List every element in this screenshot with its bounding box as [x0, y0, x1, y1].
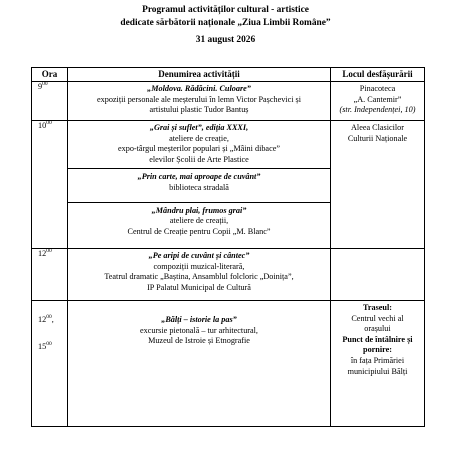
activity-block — [68, 202, 330, 241]
column-header-activity: Denumirea activității — [68, 68, 331, 82]
activity-line: biblioteca stradală — [169, 182, 229, 192]
location-line: Aleea Clasicilor — [351, 123, 404, 132]
document-subtitle: dedicate sărbătorii naționale „Ziua Limbii Române” — [120, 17, 331, 28]
activity-block — [68, 168, 330, 201]
location-cell — [331, 249, 425, 301]
activity-line: Centrul de Creație pentru Copii „M. Blanc” — [127, 226, 271, 236]
activity-title: „Moldova. Rădăcini. Culoare” — [147, 84, 251, 93]
activity-line: Muzeul de Istroie și Etnografie — [148, 336, 250, 346]
activity-line: expo-târgul meșterilor populari și „Mâini dibace” — [118, 144, 280, 154]
table-header-row — [32, 68, 425, 82]
activity-cell — [68, 121, 331, 249]
meeting-point-label: Punct de întâlnire și pornire: — [342, 334, 413, 355]
activity-line: ateliere de creații, — [169, 216, 229, 226]
location-cell — [331, 121, 425, 249]
activity-block — [70, 123, 328, 168]
time-cell: $12^{00}$ — [32, 249, 68, 301]
activity-title: „Prin carte, mai aproape de cuvânt” — [137, 172, 261, 182]
table-row — [32, 301, 425, 427]
activity-line: ateliere de creație, — [169, 133, 229, 143]
program-table — [31, 67, 425, 427]
activity-title: „Pe aripi de cuvânt și cântec” — [148, 251, 250, 260]
activity-title: „Mândru plai, frumos grai” — [151, 205, 247, 215]
table-row — [32, 249, 425, 301]
activity-cell — [68, 82, 331, 121]
activity-title: „Grai și suflet”, ediția XXXI, — [149, 123, 249, 132]
time-cell: $10^{00}$ — [32, 121, 68, 249]
document-header — [0, 4, 451, 47]
location-line: „A. Cantemir” — [353, 94, 402, 104]
activity-cell — [68, 301, 331, 427]
location-line: municipiului Bălți — [347, 366, 408, 376]
route-label: Traseul: — [363, 303, 392, 312]
location-cell — [331, 82, 425, 121]
activity-cell — [68, 249, 331, 301]
activity-line: IP Palatul Municipal de Cultură — [147, 282, 251, 292]
location-line: Pinacoteca — [359, 84, 396, 93]
location-cell — [331, 301, 425, 427]
activity-title: „Bălți – istorie la pas” — [161, 315, 237, 324]
activity-line: elevilor Școlii de Arte Plastice — [149, 154, 249, 164]
column-header-location: Locul desfășurării — [331, 68, 425, 82]
location-line: în fața Primăriei — [350, 355, 405, 365]
document-title: Programul activităților cultural - artistice — [142, 5, 309, 15]
event-date: 31 august 2026 — [195, 35, 256, 45]
activity-line: artistului plastic Tudor Bantuș — [149, 105, 249, 115]
table-row — [32, 82, 425, 121]
activity-line: Teatrul dramatic „Baștina, Ansamblul folcloric „Doinița”, — [104, 272, 294, 282]
activity-line: excursie pietonală – tur arhitectural, — [140, 325, 258, 335]
time-cell: $9^{00}$ — [32, 82, 68, 121]
location-line: orașului — [364, 324, 391, 334]
table-row — [32, 121, 425, 249]
location-line: Culturii Naționale — [347, 133, 408, 143]
activity-line: compoziții muzical-literară, — [153, 261, 245, 271]
column-header-time: Ora — [32, 68, 68, 82]
activity-line: expoziții personale ale meșterului în lemn Victor Pașchevici și — [97, 94, 301, 104]
location-line: Centrul vechi al — [351, 313, 404, 323]
time-cell: $12^{00}$, $15^{00}$ — [32, 301, 68, 427]
location-address: (str. Independenței, 10) — [339, 105, 416, 115]
